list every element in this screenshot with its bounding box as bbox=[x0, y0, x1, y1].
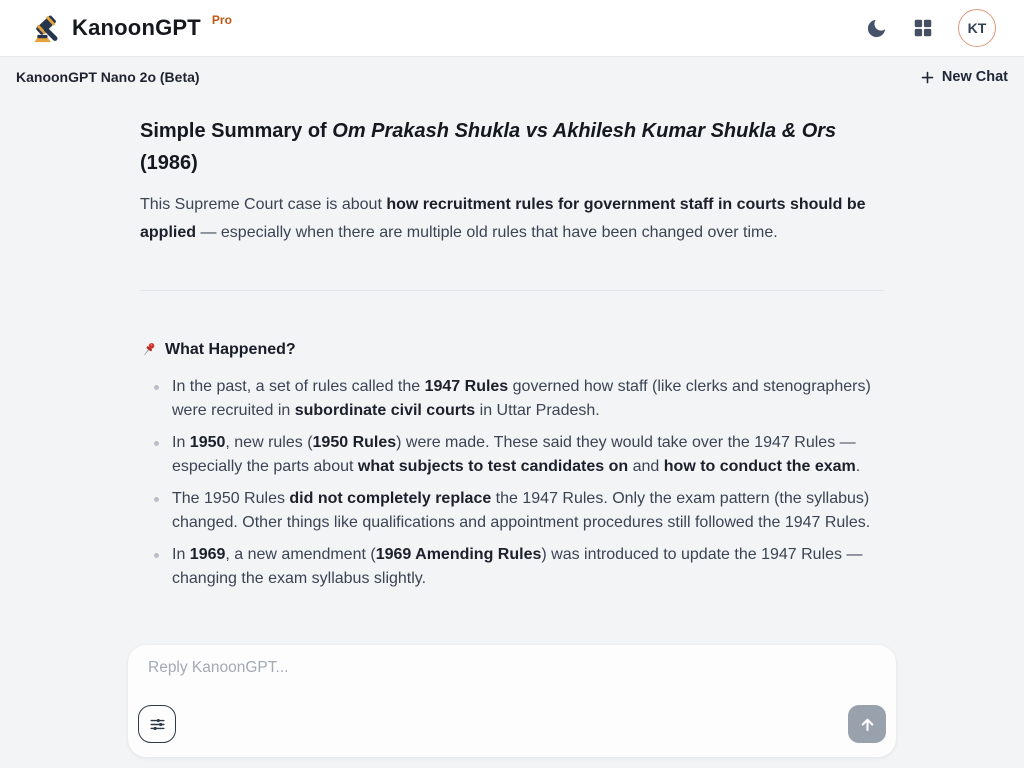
list-item bbox=[140, 487, 884, 535]
send-button[interactable] bbox=[848, 705, 886, 743]
app-logo[interactable] bbox=[32, 13, 232, 44]
list-item bbox=[140, 375, 884, 423]
model-bar bbox=[0, 57, 1024, 97]
dark-mode-toggle[interactable] bbox=[865, 17, 888, 40]
new-chat-label: New Chat bbox=[941, 69, 1008, 85]
assistant-message bbox=[140, 97, 884, 591]
list-item-text: In the past, a set of rules called the 1947 Rules governed how staff (like clerks and stenographers) were recruited in subordinate civil courts in Uttar Pradesh. bbox=[172, 378, 871, 419]
header-actions bbox=[865, 9, 996, 47]
moon-icon bbox=[865, 17, 888, 40]
section-heading bbox=[140, 341, 884, 359]
gavel-icon bbox=[32, 13, 63, 44]
pro-badge: Pro bbox=[211, 13, 232, 27]
divider bbox=[140, 290, 884, 291]
plus-icon bbox=[920, 70, 935, 85]
list-item-text: In 1950, new rules (1950 Rules) were made. These said they would take over the 1947 Rules — especially the parts about what subjects to test candidates on and how to conduct the exam. bbox=[172, 434, 861, 475]
message-title: Simple Summary of Om Prakash Shukla vs Akhilesh Kumar Shukla & Ors (1986) bbox=[140, 120, 837, 174]
section-heading-text: What Happened? bbox=[165, 341, 296, 358]
list-item-text: The 1950 Rules did not completely replace the 1947 Rules. Only the exam pattern (the syllabus) changed. Other things like qualifications and appointment procedures still followed the 1947 Rules. bbox=[172, 490, 871, 531]
new-chat-button[interactable] bbox=[920, 69, 1008, 85]
composer-zone bbox=[0, 626, 1024, 768]
app-title: KanoonGPT bbox=[72, 15, 201, 40]
model-name: KanoonGPT Nano 2o (Beta) bbox=[16, 69, 200, 85]
apps-menu-button[interactable] bbox=[912, 17, 934, 39]
list-item bbox=[140, 543, 884, 591]
grid-icon bbox=[912, 17, 934, 39]
user-avatar[interactable]: KT bbox=[958, 9, 996, 47]
sliders-icon bbox=[148, 715, 167, 734]
reply-input[interactable] bbox=[148, 657, 876, 701]
app-header bbox=[0, 0, 1024, 57]
list-item-text: In 1969, a new amendment (1969 Amending Rules) was introduced to update the 1947 Rules — changing the exam syllabus slightly. bbox=[172, 546, 863, 587]
composer-card bbox=[128, 645, 896, 757]
tools-button[interactable] bbox=[138, 705, 176, 743]
arrow-up-icon bbox=[858, 715, 877, 734]
pushpin-icon bbox=[140, 341, 158, 359]
list-item bbox=[140, 431, 884, 479]
message-intro: This Supreme Court case is about how recruitment rules for government staff in courts should be applied — especially when there are multiple old rules that have been changed over time. bbox=[140, 196, 866, 241]
bullet-list bbox=[140, 375, 884, 591]
